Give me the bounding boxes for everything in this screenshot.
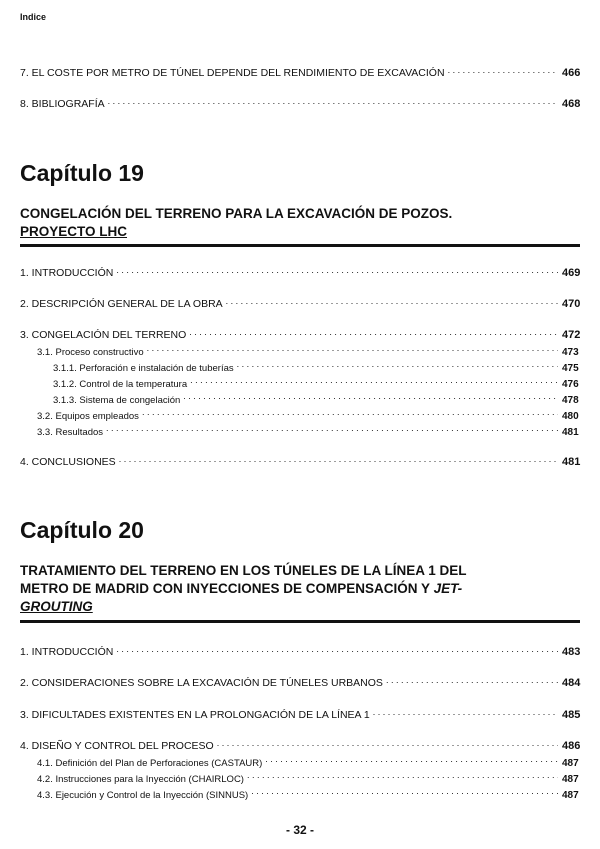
chapter-title <box>20 562 580 616</box>
toc-entry-page: 466 <box>562 67 581 79</box>
toc-entry-text: 4.2. Instrucciones para la Inyección (CHAIRLOC) <box>37 774 244 785</box>
dot-leader <box>373 706 558 718</box>
toc-entry-text: 1. INTRODUCCIÓN <box>20 646 114 658</box>
dot-leader <box>190 375 558 387</box>
toc-entry-page: 468 <box>562 98 581 110</box>
toc-entry-page: 473 <box>562 347 579 358</box>
toc-subentry[interactable] <box>37 754 582 770</box>
toc-entry-page: 478 <box>562 395 579 406</box>
page-number: - 32 - <box>285 823 314 837</box>
dot-leader <box>106 423 558 435</box>
toc-subentry[interactable] <box>37 423 582 439</box>
toc-entry-text: 7. EL COSTE POR METRO DE TÚNEL DEPENDE DEL RENDIMIENTO DE EXCAVACIÓN <box>20 67 445 79</box>
toc-subentry[interactable] <box>37 770 582 786</box>
dot-leader <box>265 754 558 766</box>
toc-entry-page: 486 <box>562 740 581 752</box>
toc-entry-page: 469 <box>562 267 581 279</box>
toc-entry[interactable] <box>20 453 582 469</box>
toc-entry-page: 483 <box>562 646 581 658</box>
toc-entry-page: 487 <box>562 758 579 769</box>
dot-leader <box>386 674 558 686</box>
toc-entry[interactable] <box>20 326 582 342</box>
dot-leader <box>108 95 558 107</box>
running-header: Indice <box>20 12 47 22</box>
toc-entry-text: 4. DISEÑO Y CONTROL DEL PROCESO <box>20 740 214 752</box>
dot-leader <box>251 786 558 798</box>
toc-entry-text: 3.1.1. Perforación e instalación de tuberías <box>53 363 234 374</box>
toc-entry-text: 3. DIFICULTADES EXISTENTES EN LA PROLONGACIÓN DE LA LÍNEA 1 <box>20 709 370 721</box>
chapter-title-line: TRATAMIENTO DEL TERRENO EN LOS TÚNELES DE LA LÍNEA 1 DEL <box>20 563 467 578</box>
toc-entry-page: 484 <box>562 677 581 689</box>
toc-entry-text: 8. BIBLIOGRAFÍA <box>20 98 105 110</box>
toc-entry[interactable] <box>20 643 582 659</box>
dot-leader <box>247 770 558 782</box>
toc-entry[interactable] <box>20 95 582 111</box>
dot-leader <box>119 453 558 465</box>
toc-subentry[interactable] <box>37 786 582 802</box>
toc-subentry[interactable] <box>53 375 582 391</box>
toc-entry[interactable] <box>20 295 582 311</box>
toc-entry[interactable] <box>20 706 582 722</box>
toc-entry-text: 3.2. Equipos empleados <box>37 411 139 422</box>
dot-leader <box>147 343 558 355</box>
chapter-title <box>20 205 580 241</box>
toc-entry[interactable] <box>20 737 582 753</box>
toc-subentry[interactable] <box>37 407 582 423</box>
chapter-heading: Capítulo 20 <box>20 517 144 543</box>
toc-entry-text: 4.3. Ejecución y Control de la Inyección (SINNUS) <box>37 790 249 801</box>
toc-entry-page: 487 <box>562 774 579 785</box>
toc-entry-text: 4. CONCLUSIONES <box>20 456 116 468</box>
dot-leader <box>116 264 558 276</box>
chapter-rule <box>20 244 580 247</box>
toc-entry-text: 3.1.2. Control de la temperatura <box>53 379 188 390</box>
toc-entry-text: 4.1. Definición del Plan de Perforaciones (CASTAUR) <box>37 758 263 769</box>
dot-leader <box>183 391 558 403</box>
toc-entry-page: 470 <box>562 298 581 310</box>
dot-leader <box>142 407 558 419</box>
toc-entry-page: 481 <box>562 456 581 468</box>
toc-entry-text: 3.1. Proceso constructivo <box>37 347 144 358</box>
toc-entry-page: 480 <box>562 411 579 422</box>
toc-entry-page: 476 <box>562 379 579 390</box>
toc-entry-page: 481 <box>562 427 579 438</box>
chapter-heading: Capítulo 19 <box>20 160 144 186</box>
toc-subentry[interactable] <box>37 343 582 359</box>
dot-leader <box>448 64 558 76</box>
dot-leader <box>217 737 558 749</box>
toc-entry-text: 2. DESCRIPCIÓN GENERAL DE LA OBRA <box>20 298 223 310</box>
toc-entry-page: 485 <box>562 709 581 721</box>
toc-entry[interactable] <box>20 264 582 280</box>
chapter-title-line: PROYECTO LHC <box>20 224 128 239</box>
toc-subentry[interactable] <box>53 359 582 375</box>
toc-entry-page: 475 <box>562 363 579 374</box>
dot-leader <box>189 326 558 338</box>
toc-entry-text: 1. INTRODUCCIÓN <box>20 267 114 279</box>
toc-entry[interactable] <box>20 64 582 80</box>
dot-leader <box>226 295 558 307</box>
chapter-title-line: GROUTING <box>20 599 93 614</box>
toc-entry-page: 472 <box>562 329 581 341</box>
toc-entry-text: 3.1.3. Sistema de congelación <box>53 395 181 406</box>
toc-entry[interactable] <box>20 674 582 690</box>
chapter-rule <box>20 620 580 623</box>
chapter-title-line: METRO DE MADRID CON INYECCIONES DE COMPENSACIÓN Y JET- <box>20 581 463 596</box>
toc-entry-text: 3. CONGELACIÓN DEL TERRENO <box>20 329 187 341</box>
dot-leader <box>116 643 558 655</box>
toc-entry-text: 3.3. Resultados <box>37 427 104 438</box>
toc-entry-page: 487 <box>562 790 579 801</box>
toc-entry-text: 2. CONSIDERACIONES SOBRE LA EXCAVACIÓN DE TÚNELES URBANOS <box>20 677 383 689</box>
dot-leader <box>237 359 558 371</box>
toc-subentry[interactable] <box>53 391 582 407</box>
chapter-title-line: CONGELACIÓN DEL TERRENO PARA LA EXCAVACIÓN DE POZOS. <box>20 206 453 221</box>
